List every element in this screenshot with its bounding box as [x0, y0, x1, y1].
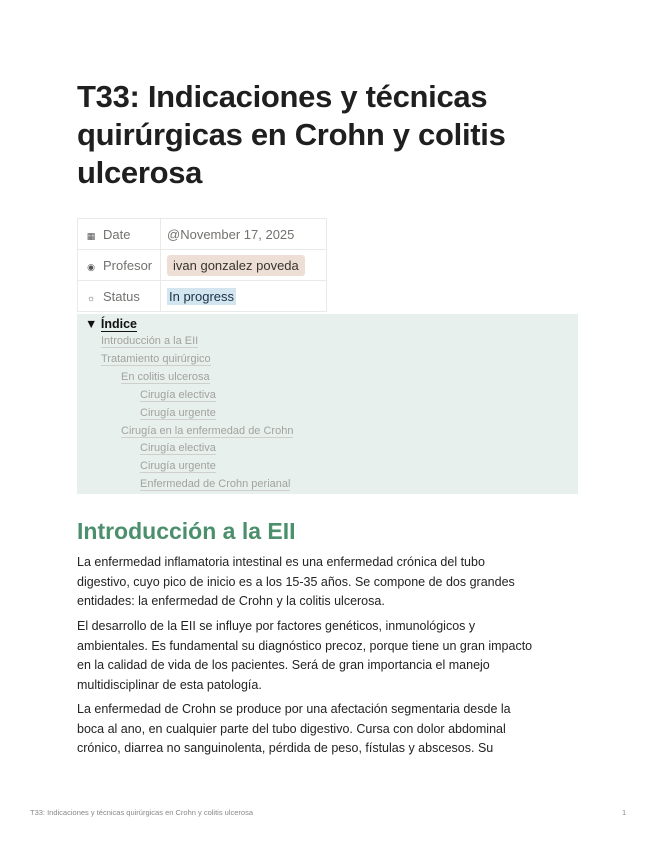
sun-icon: ☼	[86, 292, 96, 303]
toc-link[interactable]: Cirugía electiva	[140, 389, 216, 401]
property-key	[78, 250, 161, 281]
property-row-status	[78, 281, 327, 312]
person-chip[interactable]: ivan gonzalez poveda	[167, 255, 305, 276]
toc-link[interactable]: Cirugía en la enfermedad de Crohn	[121, 425, 294, 437]
status-badge[interactable]: In progress	[169, 288, 235, 304]
property-label: Date	[103, 226, 131, 242]
page-title	[77, 78, 577, 192]
paragraph: El desarrollo de la EII se influye por factores genéticos, inmunológicos y ambientales. Es fundamental su diagnóstico precoz, porque tiene un gran impacto en la calidad de vida de los pacientes. Será de gran importancia el manejo multidisciplinar de esta patología.	[77, 619, 533, 692]
table-of-contents	[77, 314, 578, 494]
property-label: Status	[103, 288, 140, 304]
property-key	[78, 219, 161, 250]
title-line: ulcerosa	[77, 155, 203, 190]
property-value[interactable]	[161, 250, 327, 281]
triangle-down-icon[interactable]: ▼	[85, 317, 98, 331]
toc-link[interactable]: Cirugía urgente	[140, 407, 216, 419]
property-value[interactable]	[161, 281, 327, 312]
section-heading: Introducción a la EII	[77, 518, 296, 544]
title-line: T33: Indicaciones y técnicas	[77, 79, 488, 114]
property-label: Profesor	[103, 257, 153, 273]
toc-link[interactable]: Tratamiento quirúrgico	[101, 353, 211, 365]
toc-link[interactable]: En colitis ulcerosa	[121, 371, 210, 383]
footer-doc-title: T33: Indicaciones y técnicas quirúrgicas en Crohn y colitis ulcerosa	[30, 808, 254, 817]
title-line: quirúrgicas en Crohn y colitis	[77, 117, 506, 152]
property-row-date	[78, 219, 327, 250]
properties-table	[77, 218, 327, 312]
target-icon: ◉	[87, 261, 95, 272]
toc-heading[interactable]: Índice	[100, 317, 137, 331]
toc-link[interactable]: Enfermedad de Crohn perianal	[140, 478, 291, 490]
property-row-profesor	[78, 250, 327, 281]
toc-link[interactable]: Introducción a la EII	[101, 335, 199, 347]
paragraph: La enfermedad inflamatoria intestinal es una enfermedad crónica del tubo digestivo, cuyo pico de inicio es a los 15-35 años. Se compone de dos grandes entidades: la enfermedad de Crohn y la colitis ulcerosa.	[77, 555, 515, 608]
paragraph: La enfermedad de Crohn se produce por una afectación segmentaria desde la boca al ano, en cualquier parte del tubo digestivo. Cursa con dolor abdominal crónico, diarrea no sanguinolenta, pérdida de peso, fístulas y abscesos. Su	[77, 702, 511, 755]
footer-page-number: 1	[622, 808, 627, 817]
toc-link[interactable]: Cirugía urgente	[140, 460, 216, 472]
property-value[interactable]	[161, 219, 327, 250]
toc-toggle[interactable]	[85, 317, 137, 331]
date-value[interactable]: @November 17, 2025	[167, 226, 295, 242]
calendar-icon: ▦	[86, 230, 96, 241]
property-key	[78, 281, 161, 312]
toc-link[interactable]: Cirugía electiva	[140, 442, 216, 454]
